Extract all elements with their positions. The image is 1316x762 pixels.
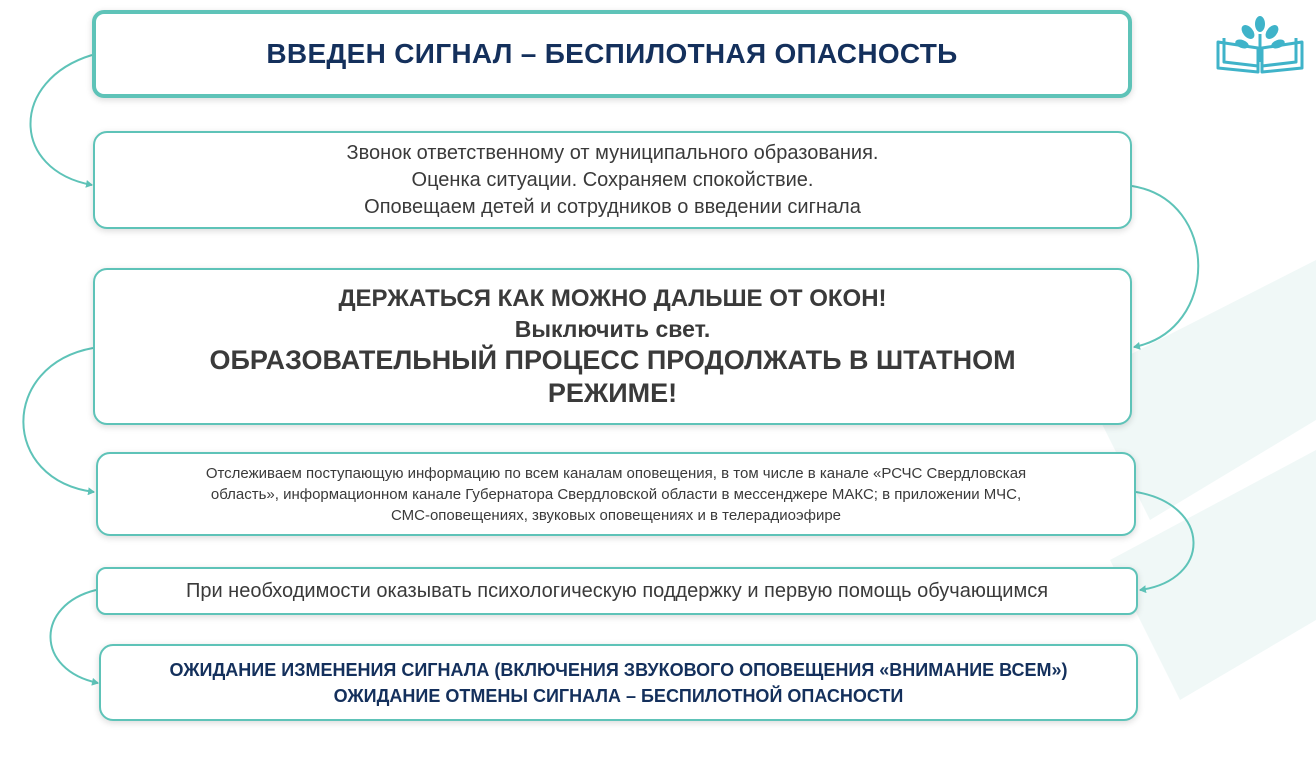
monitoring-step-line: область», информационном канале Губернатора Свердловской области в мессенджере МАКС; в приложении МЧС, xyxy=(210,485,1022,503)
windows-step-line: Выключить свет. xyxy=(514,315,711,342)
call-step-line: Оценка ситуации. Сохраняем спокойствие. xyxy=(411,168,814,191)
monitoring-step-line: СМС-оповещениях, звуковых оповещениях и в телерадиоэфире xyxy=(390,506,842,524)
windows-step-box xyxy=(93,268,1132,425)
windows-step-line: РЕЖИМЕ! xyxy=(547,377,678,408)
connector-arrow xyxy=(50,590,98,683)
waiting-step-line: ОЖИДАНИЕ ОТМЕНЫ СИГНАЛА – БЕСПИЛОТНОЙ ОПАСНОСТИ xyxy=(333,685,904,706)
support-step-box xyxy=(96,567,1138,615)
waiting-step-box xyxy=(99,644,1138,721)
connector-arrow xyxy=(23,348,94,492)
open-book-tree-logo-icon xyxy=(1214,14,1306,74)
waiting-step-line: ОЖИДАНИЕ ИЗМЕНЕНИЯ СИГНАЛА (ВКЛЮЧЕНИЯ ЗВУКОВОГО ОПОВЕЩЕНИЯ «ВНИМАНИЕ ВСЕМ») xyxy=(169,659,1068,680)
windows-step-line: ОБРАЗОВАТЕЛЬНЫЙ ПРОЦЕСС ПРОДОЛЖАТЬ В ШТАТНОМ xyxy=(209,344,1016,375)
monitoring-step-line: Отслеживаем поступающую информацию по всем каналам оповещения, в том числе в канале «РСЧС Свердловская xyxy=(205,464,1027,482)
signal-title: ВВЕДЕН СИГНАЛ – БЕСПИЛОТНАЯ ОПАСНОСТЬ xyxy=(266,38,958,69)
call-step-line: Звонок ответственному от муниципального образования. xyxy=(346,141,879,164)
connector-arrow xyxy=(1136,492,1194,590)
connector-arrow xyxy=(31,55,93,185)
connector-arrow xyxy=(1132,186,1198,347)
monitoring-step-box xyxy=(96,452,1136,536)
signal-title-box xyxy=(92,10,1132,98)
call-step-box xyxy=(93,131,1132,229)
support-step-line: При необходимости оказывать психологическую поддержку и первую помощь обучающимся xyxy=(185,579,1049,602)
windows-step-line: ДЕРЖАТЬСЯ КАК МОЖНО ДАЛЬШЕ ОТ ОКОН! xyxy=(338,284,887,312)
call-step-line: Оповещаем детей и сотрудников о введении сигнала xyxy=(364,195,861,218)
